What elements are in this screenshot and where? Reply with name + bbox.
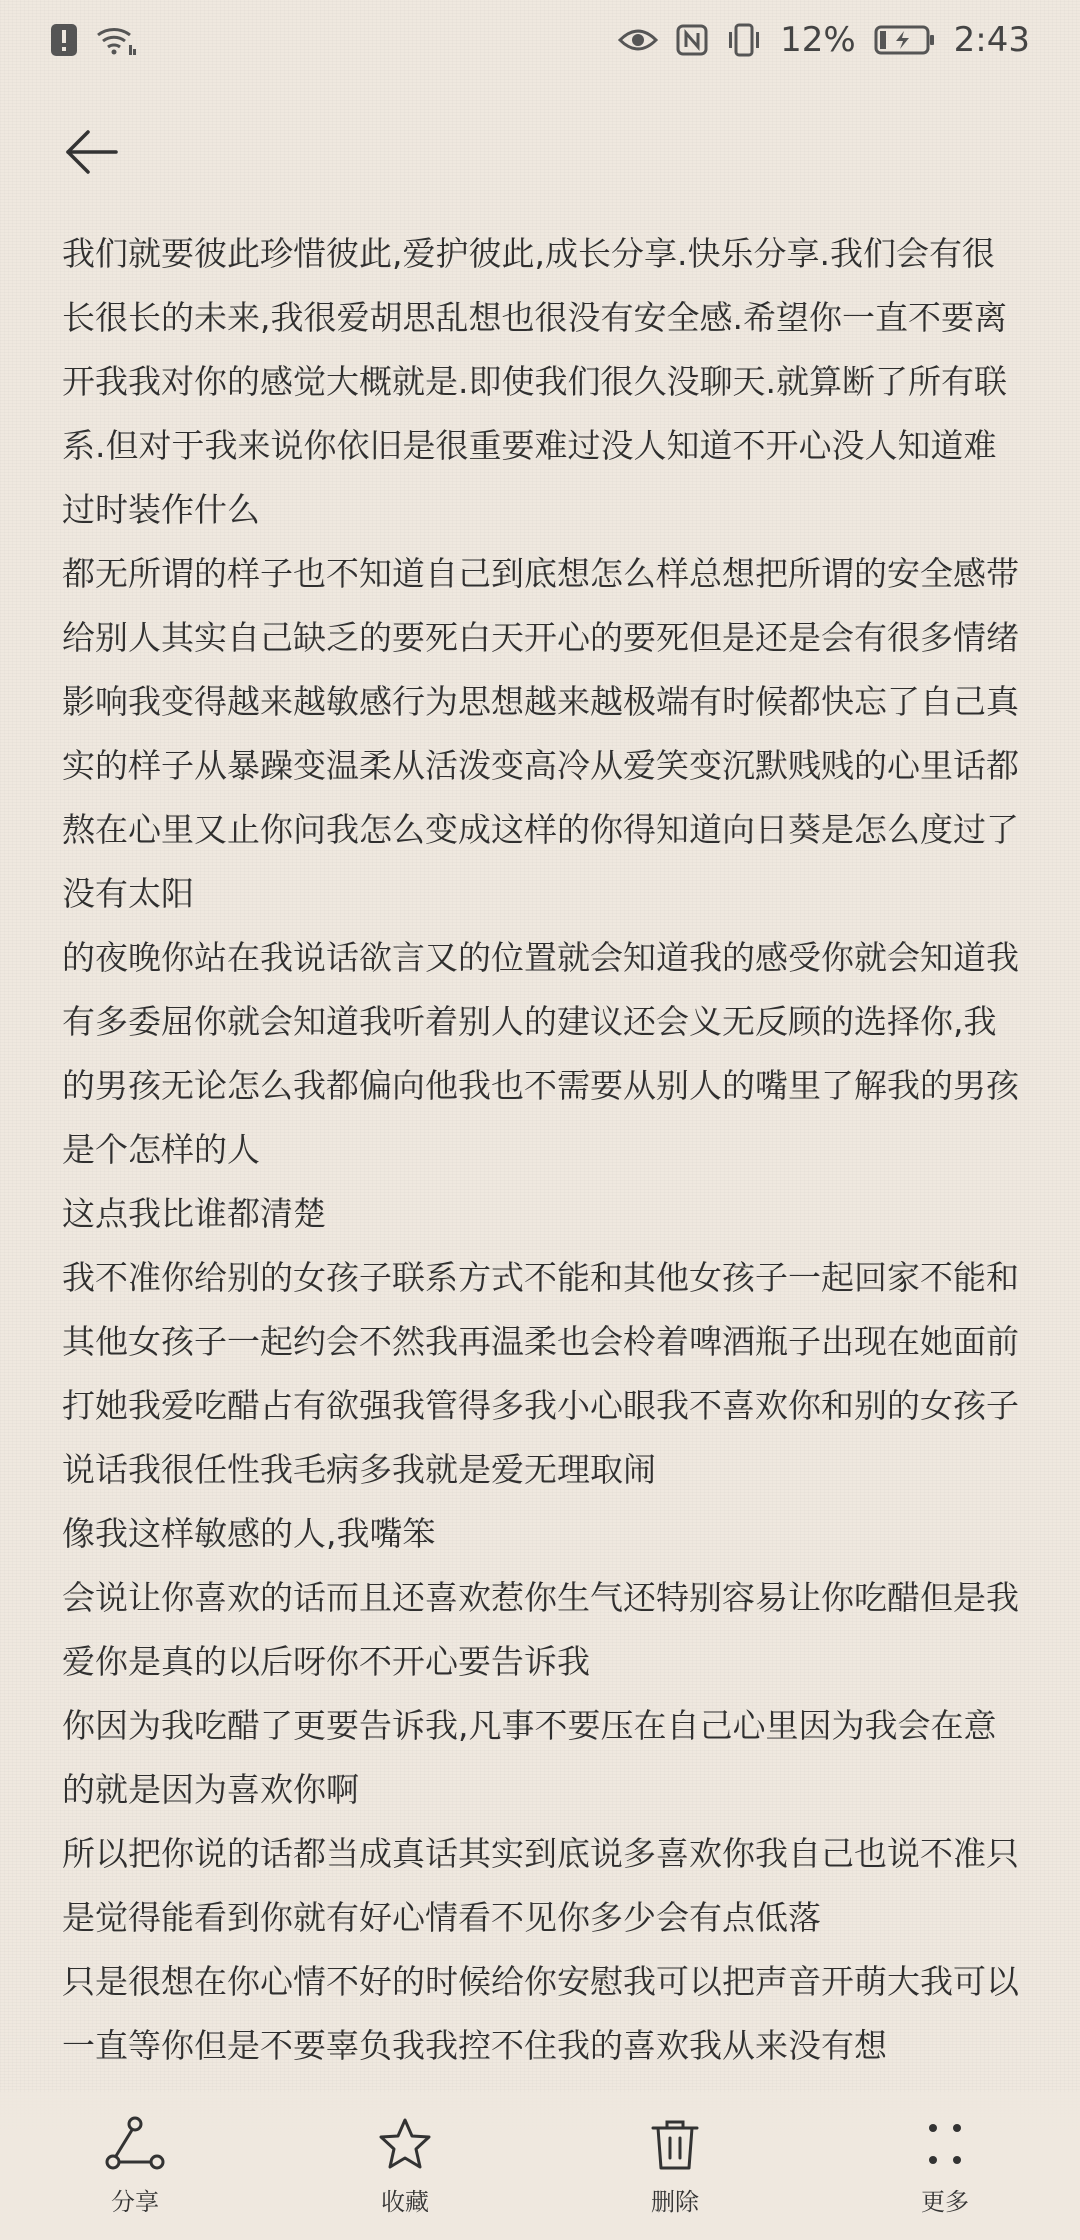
clock: 2:43 xyxy=(953,20,1030,60)
battery-icon xyxy=(874,24,936,56)
note-paragraph: 我不准你给别的女孩子联系方式不能和其他女孩子一起回家不能和其他女孩子一起约会不然我再温柔也会柃着啤酒瓶子出现在她面前打她我爱吃醋占有欲强我管得多我小心眼我不喜欢你和别的女孩子说话我很任性我毛病多我就是爱无理取闹 xyxy=(62,1258,1019,1489)
battery-percent: 12% xyxy=(780,20,856,60)
share-icon xyxy=(105,2116,165,2172)
note-paragraph: 像我这样敏感的人,我嘴笨 xyxy=(62,1514,436,1553)
more-label: 更多 xyxy=(921,2187,969,2216)
more-dots-icon xyxy=(915,2116,975,2172)
favorite-label: 收藏 xyxy=(381,2187,429,2216)
nfc-icon xyxy=(676,24,708,56)
share-label: 分享 xyxy=(111,2187,159,2216)
delete-label: 删除 xyxy=(651,2187,699,2216)
more-button[interactable] xyxy=(825,2116,1065,2217)
note-paragraph: 的夜晚你站在我说话欲言又的位置就会知道我的感受你就会知道我有多委屈你就会知道我听着别人的建议还会义无反顾的选择你,我的男孩无论怎么我都偏向他我也不需要从别人的嘴里了解我的男孩是个怎样的人 xyxy=(62,938,1019,1169)
status-left xyxy=(50,23,136,57)
eye-icon xyxy=(618,26,658,54)
back-button[interactable] xyxy=(58,118,126,186)
delete-button[interactable] xyxy=(555,2116,795,2217)
vibrate-icon xyxy=(726,23,762,57)
trash-icon xyxy=(645,2116,705,2172)
status-right xyxy=(618,20,1030,60)
alert-icon xyxy=(50,23,78,57)
note-paragraph: 我们就要彼此珍惜彼此,爱护彼此,成长分享.快乐分享.我们会有很长很长的未来,我很爱胡思乱想也很没有安全感.希望你一直不要离开我我对你的感觉大概就是.即使我们很久没聊天.就算断了所有联系.但对于我来说你依旧是很重要难过没人知道不开心没人知道难过时装作什么 xyxy=(62,234,1007,529)
note-body[interactable] xyxy=(62,222,1022,2092)
note-paragraph: 这点我比谁都清楚 xyxy=(62,1194,326,1233)
bottom-toolbar xyxy=(0,2092,1080,2240)
status-bar xyxy=(0,0,1080,80)
star-icon xyxy=(375,2116,435,2172)
wifi-icon xyxy=(96,23,136,57)
note-paragraph: 会说让你喜欢的话而且还喜欢惹你生气还特别容易让你吃醋但是我爱你是真的以后呀你不开心要告诉我 xyxy=(62,1578,1019,1681)
note-paragraph: 只是很想在你心情不好的时候给你安慰我可以把声音开萌大我可以一直等你但是不要辜负我我控不住我的喜欢我从来没有想 xyxy=(62,1962,1019,2065)
share-button[interactable] xyxy=(15,2116,255,2217)
note-paragraph: 你因为我吃醋了更要告诉我,凡事不要压在自己心里因为我会在意的就是因为喜欢你啊 xyxy=(62,1706,997,1809)
note-paragraph: 都无所谓的样子也不知道自己到底想怎么样总想把所谓的安全感带给别人其实自己缺乏的要死白天开心的要死但是还是会有很多情绪影响我变得越来越敏感行为思想越来越极端有时候都快忘了自己真实的样子从暴躁变温柔从活泼变高冷从爱笑变沉默贱贱的心里话都熬在心里又止你问我怎么变成这样的你得知道向日葵是怎么度过了没有太阳 xyxy=(62,554,1019,913)
back-arrow-icon xyxy=(64,128,120,176)
note-paragraph: 所以把你说的话都当成真话其实到底说多喜欢你我自己也说不准只是觉得能看到你就有好心情看不见你多少会有点低落 xyxy=(62,1834,1019,1937)
favorite-button[interactable] xyxy=(285,2116,525,2217)
